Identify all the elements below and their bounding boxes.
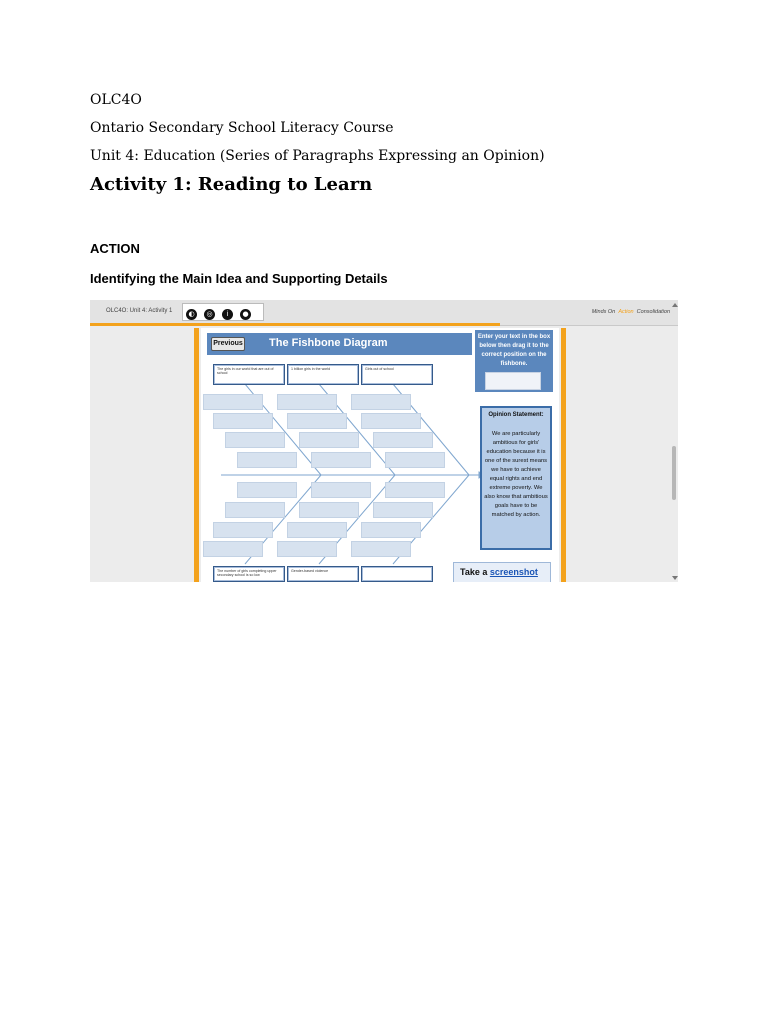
course-code: OLC4O [90, 92, 142, 108]
drop-slot[interactable] [351, 541, 411, 557]
drop-slot[interactable] [225, 432, 285, 448]
phase-indicator [592, 309, 670, 315]
frame-border-left [194, 328, 199, 582]
opinion-body: We are particularly ambitious for girls' education because it is one of the surest means we have to achieve equal rights and end extreme poverty. We also know that ambitious goals have to be matched by action. [484, 431, 548, 518]
audio-icon[interactable]: ◐ [186, 309, 197, 320]
screenshot-link[interactable]: screenshot [489, 567, 538, 577]
subheading: Identifying the Main Idea and Supporting Details [90, 271, 388, 286]
category-box-top-1[interactable]: The girls in our world that are out of school [213, 364, 285, 385]
course-name: Ontario Secondary School Literacy Course [90, 120, 394, 136]
person-icon[interactable]: ● [240, 309, 251, 320]
drop-slot[interactable] [351, 394, 411, 410]
category-box-bottom-1[interactable]: The number of girls completing upper secondary school is so low [213, 566, 285, 582]
drop-slot[interactable] [203, 541, 263, 557]
drop-slot[interactable] [373, 502, 433, 518]
drop-slot[interactable] [237, 452, 297, 468]
scrollbar-thumb[interactable] [672, 446, 676, 500]
drop-slot[interactable] [213, 413, 273, 429]
info-icon[interactable]: i [222, 309, 233, 320]
previous-button[interactable]: Previous [211, 337, 245, 351]
embedded-screenshot [90, 300, 678, 582]
drop-slot[interactable] [287, 522, 347, 538]
drop-slot[interactable] [277, 541, 337, 557]
screenshot-box [453, 562, 551, 582]
progress-bar [90, 323, 500, 326]
fishbone-title: The Fishbone Diagram [269, 337, 388, 349]
drop-slot[interactable] [311, 452, 371, 468]
frame-border-right [561, 328, 566, 582]
drop-slot[interactable] [225, 502, 285, 518]
drop-slot[interactable] [287, 413, 347, 429]
drop-slot[interactable] [311, 482, 371, 498]
chrome-icon[interactable]: ◎ [204, 309, 215, 320]
drop-slot[interactable] [385, 482, 445, 498]
toolbar-button-group [182, 303, 264, 321]
instruction-text: Enter your text in the box below then drag it to the correct position on the fishbone. [477, 334, 551, 367]
drop-slot[interactable] [299, 502, 359, 518]
category-box-top-2[interactable]: 1 billion girls in the world [287, 364, 359, 385]
category-box-top-3[interactable]: Girls out of school [361, 364, 433, 385]
drop-slot[interactable] [213, 522, 273, 538]
take-label: Take a [460, 567, 488, 577]
unit-line: Unit 4: Education (Series of Paragraphs Expressing an Opinion) [90, 148, 545, 164]
section-heading: ACTION [90, 241, 140, 256]
phase-consolidation[interactable]: Consolidation [636, 309, 670, 315]
opinion-statement-box [480, 406, 552, 550]
activity-title: Activity 1: Reading to Learn [90, 174, 373, 195]
drop-slot[interactable] [299, 432, 359, 448]
drop-slot[interactable] [385, 452, 445, 468]
drop-slot[interactable] [373, 432, 433, 448]
drop-slot[interactable] [237, 482, 297, 498]
scroll-up-arrow[interactable] [672, 303, 678, 307]
drop-slot[interactable] [361, 413, 421, 429]
scroll-down-arrow[interactable] [672, 576, 678, 580]
category-box-bottom-3[interactable] [361, 566, 433, 582]
course-label: OLC4O: Unit 4: Activity 1 [106, 308, 173, 314]
drop-slot[interactable] [203, 394, 263, 410]
category-box-bottom-2[interactable]: Gender-based violence [287, 566, 359, 582]
take-screenshot-label [460, 567, 538, 577]
drop-slot[interactable] [277, 394, 337, 410]
fishbone-panel [201, 328, 559, 582]
drop-slot[interactable] [361, 522, 421, 538]
opinion-heading: Opinion Statement: [488, 412, 544, 418]
phase-action[interactable]: Action [618, 309, 634, 315]
phase-minds-on[interactable]: Minds On [591, 309, 616, 315]
